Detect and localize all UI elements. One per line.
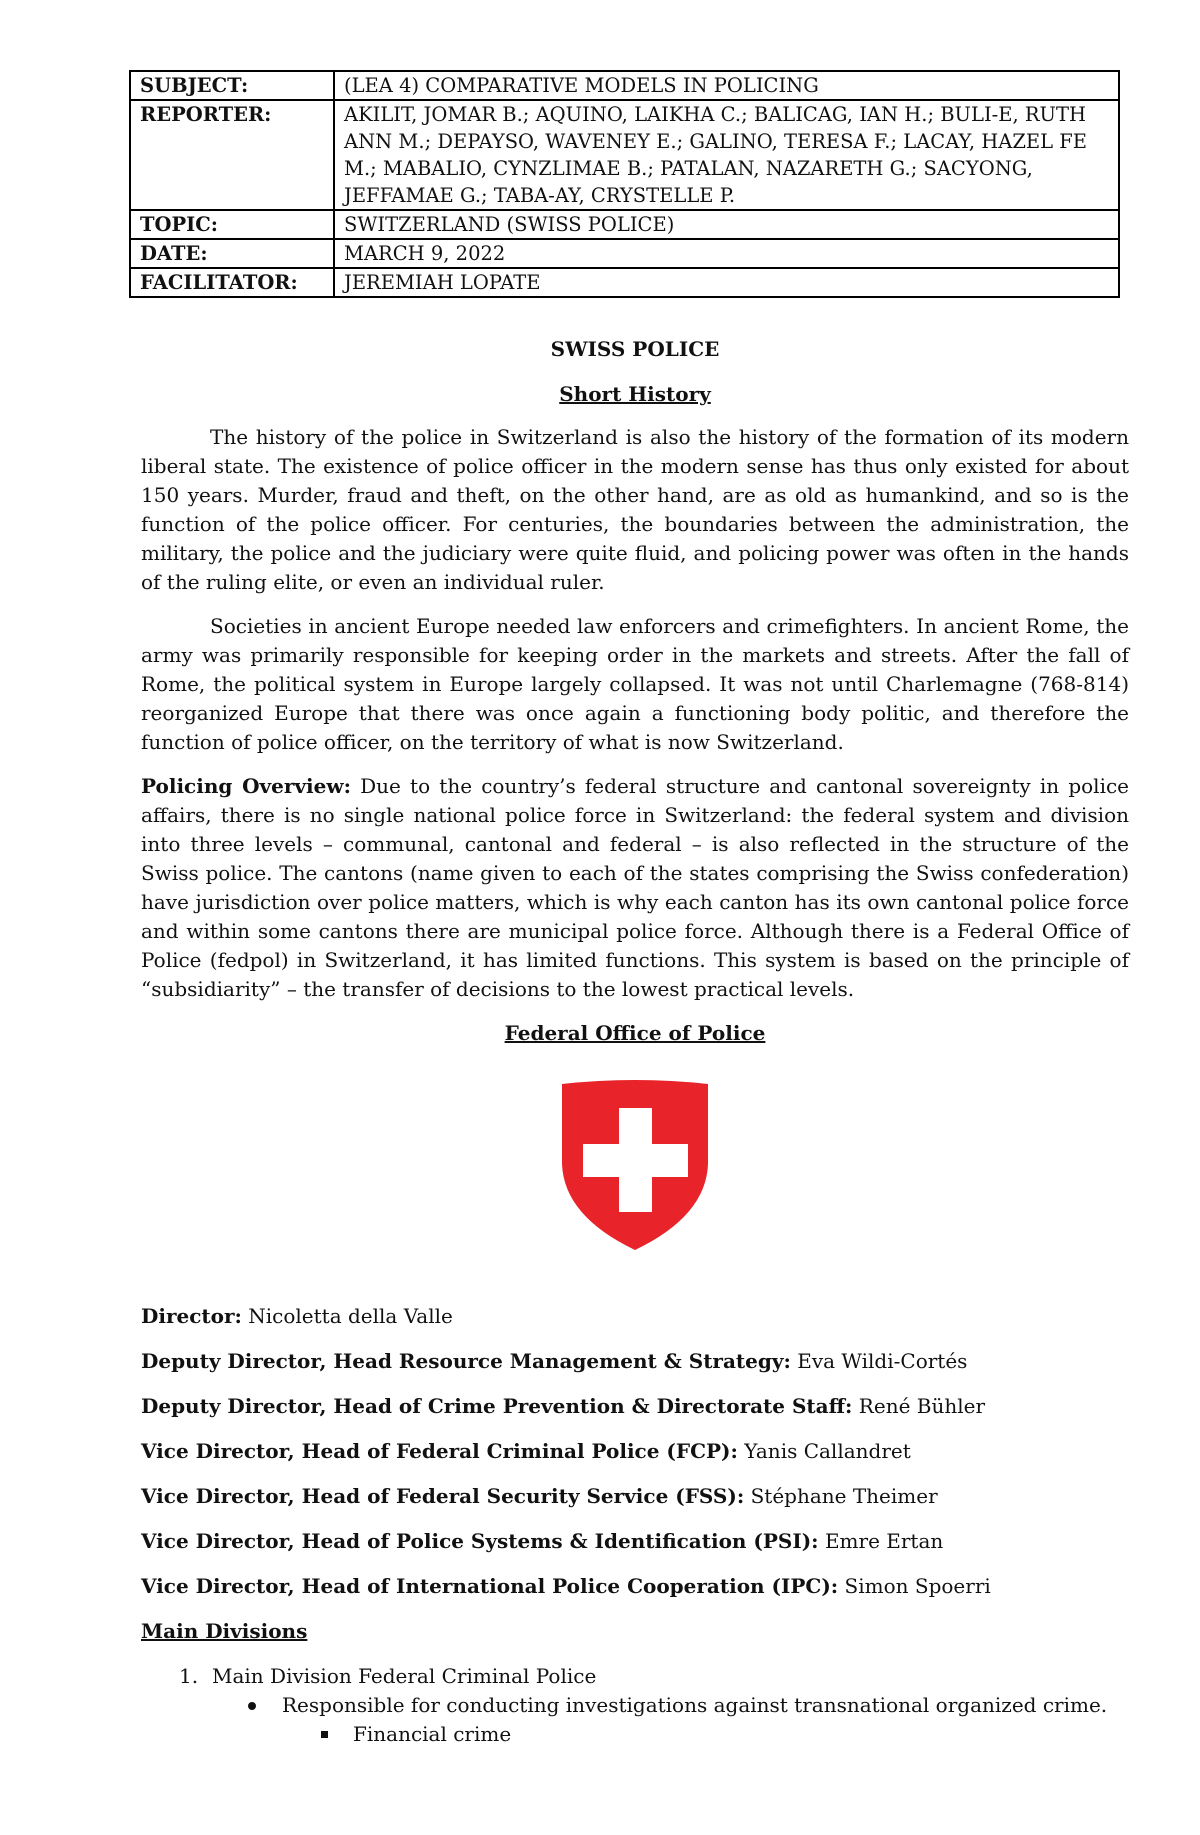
list-number: 1. [179, 1664, 199, 1688]
role-title: Deputy Director, Head Resource Management & Strategy: [141, 1349, 791, 1373]
policing-overview-text: Due to the country’s federal structure and cantonal sovereignty in police affairs, there is no single national police force in Switzerland: the federal system and division into three levels – communal, cantonal and federal – is also reflected in the structure of the Swiss police. The cantons (name given to each of the states comprising the Swiss confederation) have jurisdiction over police matters, which is why each canton has its own cantonal police force and within some cantons there are municipal police force. Although there is a Federal Office of Police (fedpol) in Switzerland, it has limited functions. This system is based on the principle of “subsidiarity” – the transfer of decisions to the lowest practical levels. [141, 774, 1130, 1001]
document-body [141, 335, 1129, 1749]
role-line [141, 1482, 1129, 1511]
document-title: SWISS POLICE [550, 337, 720, 361]
role-title: Director: [141, 1304, 242, 1328]
role-name: Stéphane Theimer [750, 1484, 938, 1508]
role-name: René Bühler [858, 1394, 986, 1418]
table-row [130, 71, 1119, 100]
report-info-table [129, 70, 1120, 298]
topic-label: TOPIC: [130, 210, 334, 239]
role-name: Simon Spoerri [844, 1574, 991, 1598]
role-title: Vice Director, Head of Federal Criminal Police (FCP): [141, 1439, 738, 1463]
list-item [141, 1691, 1129, 1720]
division-subitem: Financial crime [353, 1722, 512, 1746]
role-line [141, 1437, 1129, 1466]
topic-value: SWITZERLAND (SWISS POLICE) [334, 210, 1119, 239]
reporter-label: REPORTER: [130, 100, 334, 210]
role-name: Emre Ertan [824, 1529, 944, 1553]
federal-office-heading: Federal Office of Police [504, 1021, 766, 1045]
subject-label: SUBJECT: [130, 71, 334, 100]
role-title: Vice Director, Head of Federal Security Service (FSS): [141, 1484, 745, 1508]
date-label: DATE: [130, 239, 334, 268]
role-line [141, 1572, 1129, 1601]
bullet-icon [248, 1702, 256, 1710]
table-row [130, 210, 1119, 239]
table-row [130, 100, 1119, 210]
swiss-emblem [141, 1078, 1129, 1252]
role-line [141, 1347, 1129, 1376]
role-title: Vice Director, Head of Police Systems & Identification (PSI): [141, 1529, 819, 1553]
reporter-value: AKILIT, JOMAR B.; AQUINO, LAIKHA C.; BALICAG, IAN H.; BULI-E, RUTH ANN M.; DEPAYSO, WAVENEY E.; GALINO, TERESA F.; LACAY, HAZEL FE M.; MABALIO, CYNZLIMAE B.; PATALAN, NAZARETH G.; SACYONG, JEFFAMAE G.; TABA-AY, CRYSTELLE P. [334, 100, 1119, 210]
role-line [141, 1527, 1129, 1556]
short-history-heading: Short History [559, 382, 711, 406]
history-paragraph-2: Societies in ancient Europe needed law enforcers and crimefighters. In ancient Rome, the army was primarily responsible for keeping order in the markets and streets. After the fall of Rome, the political system in Europe largely collapsed. It was not until Charlemagne (768-814) reorganized Europe that there was once again a functioning body politic, and therefore the function of police officer, on the territory of what is now Switzerland. [141, 614, 1129, 754]
main-divisions-list [141, 1662, 1129, 1749]
role-title: Deputy Director, Head of Crime Prevention & Directorate Staff: [141, 1394, 853, 1418]
facilitator-value: JEREMIAH LOPATE [334, 268, 1119, 297]
role-line [141, 1392, 1129, 1421]
role-name: Eva Wildi-Cortés [797, 1349, 968, 1373]
division-name: Main Division Federal Criminal Police [212, 1664, 597, 1688]
table-row [130, 239, 1119, 268]
policing-overview-label: Policing Overview: [141, 774, 351, 798]
division-description: Responsible for conducting investigations against transnational organized crime. [282, 1693, 1108, 1717]
swiss-shield-icon [556, 1078, 714, 1252]
role-title: Vice Director, Head of International Police Cooperation (IPC): [141, 1574, 839, 1598]
square-bullet-icon [321, 1731, 328, 1738]
subject-value: (LEA 4) COMPARATIVE MODELS IN POLICING [334, 71, 1119, 100]
role-line [141, 1302, 1129, 1331]
date-value: MARCH 9, 2022 [334, 239, 1119, 268]
list-item [141, 1662, 1129, 1691]
list-item [141, 1720, 1129, 1749]
leadership-list [141, 1302, 1129, 1601]
role-name: Nicoletta della Valle [248, 1304, 453, 1328]
policing-overview-paragraph [141, 772, 1129, 1004]
facilitator-label: FACILITATOR: [130, 268, 334, 297]
history-paragraph-1: The history of the police in Switzerland is also the history of the formation of its modern liberal state. The existence of police officer in the modern sense has thus only existed for about 150 years. Murder, fraud and theft, on the other hand, are as old as humankind, and so is the function of the police officer. For centuries, the boundaries between the administration, the military, the police and the judiciary were quite fluid, and policing power was often in the hands of the ruling elite, or even an individual ruler. [141, 425, 1129, 594]
table-row [130, 268, 1119, 297]
role-name: Yanis Callandret [744, 1439, 911, 1463]
main-divisions-heading: Main Divisions [141, 1619, 308, 1643]
